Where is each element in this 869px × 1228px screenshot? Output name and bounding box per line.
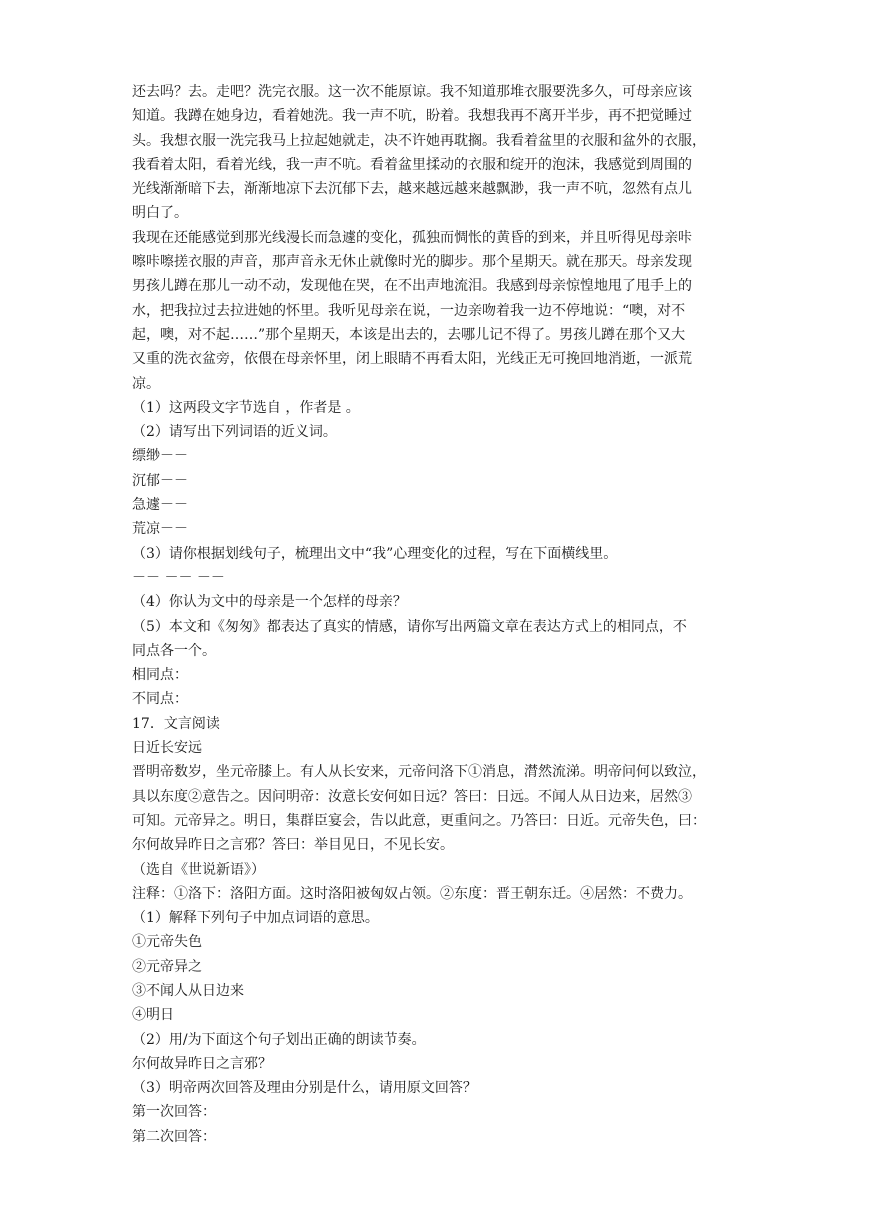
- question-4: （4）你认为文中的母亲是一个怎样的母亲？: [132, 594, 407, 611]
- passage-line: 晋明帝数岁，坐元帝膝上。有人从长安来，元帝问洛下①消息，潸然流涕。明帝问何以致泣，: [132, 764, 706, 781]
- text-line: 凉。: [132, 375, 160, 392]
- question-3: （3）明帝两次回答及理由分别是什么，请用原文回答？: [132, 1080, 477, 1097]
- item: ②元帝异之: [132, 958, 202, 975]
- same-label: 相同点：: [132, 667, 188, 684]
- answer-2-label: 第二次回答：: [132, 1128, 216, 1145]
- question-1: （1）这两段文字节选自 ，作者是 。: [132, 399, 360, 416]
- answer-1-label: 第一次回答：: [132, 1104, 216, 1121]
- passage-line: 尔何故异昨日之言邪？答曰：举目见日，不见长安。: [132, 837, 454, 854]
- document-page: [132, 80, 740, 1149]
- item: ①元帝失色: [132, 934, 202, 951]
- word-item: 荒凉－－: [132, 521, 188, 538]
- text-line: 起，噢，对不起……”那个星期天，本该是出去的，去哪儿记不得了。男孩儿蹲在那个又大: [132, 326, 686, 343]
- question-2: （2）用/为下面这个句子划出正确的朗读节奏。: [132, 1031, 426, 1048]
- text-line: 我现在还能感觉到那光线漫长而急遽的变化，孤独而惆怅的黄昏的到来，并且听得见母亲咔: [132, 229, 692, 246]
- section-heading: 17．文言阅读: [132, 715, 220, 732]
- passage-line: 可知。元帝异之。明日，集群臣宴会，告以此意，更重问之。乃答曰：日近。元帝失色，曰：: [132, 812, 706, 829]
- passage-line: 具以东度②意告之。因问明帝：汝意长安何如日远？答曰：日远。不闻人从日边来，居然③: [132, 788, 692, 805]
- paragraph-1: [132, 80, 740, 226]
- question-5: （5）本文和《匆匆》都表达了真实的情感，请你写出两篇文章在表达方式上的相同点，不: [132, 618, 687, 635]
- text-line: 男孩儿蹲在那儿一动不动，发现他在哭，在不出声地流泪。我感到母亲惊惶地甩了甩手上的: [132, 278, 692, 295]
- question-2: （2）请写出下列词语的近义词。: [132, 424, 337, 441]
- paragraph-2: [132, 226, 740, 396]
- text-line: 头。我想衣服一洗完我马上拉起她就走，决不许她再耽搁。我看着盆里的衣服和盆外的衣服，: [132, 132, 706, 149]
- text-line: 又重的洗衣盆旁，依偎在母亲怀里，闭上眼睛不再看太阳，光线正无可挽回地消逝，一派荒: [132, 351, 692, 368]
- passage-notes: 注释：①洛下：洛阳方面。这时洛阳被匈奴占领。②东度：晋王朝东迁。④居然：不费力。: [132, 885, 692, 902]
- text-line: 还去吗？去。走吧？洗完衣服。这一次不能原谅。我不知道那堆衣服要洗多久，可母亲应该: [132, 84, 692, 100]
- passage-title: 日近长安远: [132, 740, 202, 757]
- rhythm-sentence: 尔何故异昨日之言邪？: [132, 1055, 272, 1072]
- answer-blanks: －－ －－ －－: [132, 569, 225, 586]
- text-line: 知道。我蹲在她身边，看着她洗。我一声不吭，盼着。我想我再不离开半步，再不把觉睡过: [132, 108, 692, 125]
- word-item: 沉郁－－: [132, 472, 188, 489]
- text-line: 明白了。: [132, 205, 188, 222]
- section-17: [132, 712, 740, 1149]
- item: ④明日: [132, 1007, 174, 1024]
- text-line: 光线渐渐暗下去，渐渐地凉下去沉郁下去，越来越远越来越飘渺，我一声不吭，忽然有点儿: [132, 181, 692, 198]
- word-item: 急遽－－: [132, 497, 188, 514]
- item: ③不闻人从日边来: [132, 982, 244, 999]
- text-line: 水，把我拉过去拉进她的怀里。我听见母亲在说，一边亲吻着我一边不停地说：“噢，对不: [132, 302, 686, 319]
- diff-label: 不同点：: [132, 691, 188, 708]
- text-line: 嚓咔嚓搓衣服的声音，那声音永无休止就像时光的脚步。那个星期天。就在那天。母亲发现: [132, 254, 692, 271]
- question-5-cont: 同点各一个。: [132, 642, 216, 659]
- word-item: 缥缈－－: [132, 448, 188, 465]
- question-3: （3）请你根据划线句子，梳理出文中“我”心理变化的过程，写在下面横线里。: [132, 545, 618, 562]
- questions-16: [132, 396, 740, 712]
- text-line: 我看着太阳，看着光线，我一声不吭。看着盆里揉动的衣服和绽开的泡沫，我感觉到周围的: [132, 156, 692, 173]
- question-1: （1）解释下列句子中加点词语的意思。: [132, 910, 379, 927]
- passage-source: （选自《世说新语》）: [132, 861, 265, 878]
